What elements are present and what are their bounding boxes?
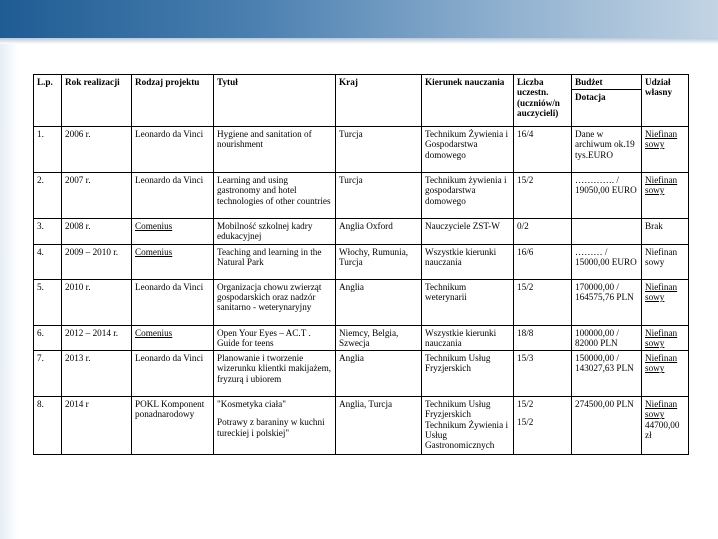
header-lp: L.p.: [34, 75, 62, 127]
header-kierunek: Kierunek nauczania: [422, 75, 514, 127]
cell-tytul-line2: Potrawy z baraniny w kuchni tureckiej i polskiej": [217, 417, 325, 438]
cell-tytul: Open Your Eyes – AC.T . Guide for teens: [214, 325, 336, 351]
cell-rodzaj: Comenius: [132, 219, 214, 245]
cell-liczba: [514, 397, 572, 455]
table-row: [34, 325, 689, 351]
table-row: [34, 127, 689, 173]
cell-udzial: Niefinan sowy: [642, 244, 689, 279]
cell-liczba: 16/4: [514, 127, 572, 173]
header-kraj: Kraj: [336, 75, 422, 127]
cell-rok: 2008 r.: [62, 219, 132, 245]
cell-lp: 7.: [34, 351, 62, 397]
cell-rodzaj: Leonardo da Vinci: [132, 279, 214, 325]
cell-kierunek: Technikum żywienia i gospodarstwa domowego: [422, 173, 514, 219]
left-gradient-stripe: [0, 44, 18, 539]
cell-tytul: Teaching and learning in the Natural Park: [214, 244, 336, 279]
cell-kierunek: Technikum Usług Fryzjerskich: [422, 351, 514, 397]
cell-rodzaj: Leonardo da Vinci: [132, 127, 214, 173]
cell-udzial-line2: 44700,00 zł: [645, 419, 680, 441]
title-band: [0, 0, 718, 38]
header-rok: Rok realizacji: [62, 75, 132, 127]
cell-lp: 5.: [34, 279, 62, 325]
header-dotacja-label: Dotacja: [572, 89, 641, 102]
cell-kraj: Turcja: [336, 173, 422, 219]
cell-budzet: Dane w archiwum ok.19 tys.EURO: [572, 127, 642, 173]
cell-lp: 1.: [34, 127, 62, 173]
table-row: [34, 279, 689, 325]
cell-kraj: Turcja: [336, 127, 422, 173]
cell-rodzaj: Comenius: [132, 244, 214, 279]
cell-udzial: [642, 397, 689, 455]
header-udzial: Udział własny: [642, 75, 689, 127]
header-rodzaj: Rodzaj projektu: [132, 75, 214, 127]
cell-udzial: Niefinan sowy: [642, 173, 689, 219]
table-row: [34, 351, 689, 397]
cell-tytul-line1: "Kosmetyka ciała": [217, 399, 286, 410]
cell-lp: 2.: [34, 173, 62, 219]
cell-udzial: Niefinan sowy: [642, 279, 689, 325]
cell-tytul: [214, 397, 336, 455]
cell-liczba: 18/8: [514, 325, 572, 351]
header-liczba: Liczba uczestn. (uczniów/n auczycieli): [514, 75, 572, 127]
cell-lp: 3.: [34, 219, 62, 245]
header-tytul: Tytuł: [214, 75, 336, 127]
cell-kraj: Anglia: [336, 351, 422, 397]
cell-budzet: 150000,00 / 143027,63 PLN: [572, 351, 642, 397]
cell-rok: 2010 r.: [62, 279, 132, 325]
cell-udzial: Brak: [642, 219, 689, 245]
cell-rok: 2013 r.: [62, 351, 132, 397]
cell-liczba: 15/2: [514, 173, 572, 219]
cell-rodzaj: Leonardo da Vinci: [132, 351, 214, 397]
table-row: [34, 244, 689, 279]
cell-kierunek: Technikum weterynarii: [422, 279, 514, 325]
table-row: [34, 173, 689, 219]
cell-liczba: 15/3: [514, 351, 572, 397]
cell-rok: 2012 – 2014 r.: [62, 325, 132, 351]
cell-rodzaj: Comenius: [132, 325, 214, 351]
cell-lp: 4.: [34, 244, 62, 279]
cell-rodzaj: POKL Komponent ponadnarodowy: [132, 397, 214, 455]
cell-rok: 2009 – 2010 r.: [62, 244, 132, 279]
cell-liczba-line1: 15/2: [517, 399, 534, 410]
cell-kierunek: Technikum Usług Fryzjerskich Technikum Żywienia i Usług Gastronomicznych: [422, 397, 514, 455]
cell-rok: 2006 r.: [62, 127, 132, 173]
cell-kierunek: Nauczyciele ZST-W: [422, 219, 514, 245]
cell-kierunek: Wszystkie kierunki nauczania: [422, 244, 514, 279]
cell-budzet: [572, 219, 642, 245]
cell-rodzaj: Leonardo da Vinci: [132, 173, 214, 219]
cell-lp: 6.: [34, 325, 62, 351]
table-row: [34, 219, 689, 245]
cell-udzial: Niefinan sowy: [642, 127, 689, 173]
cell-udzial: Niefinan sowy: [642, 351, 689, 397]
cell-tytul: Organizacja chowu zwierząt gospodarskich oraz nadzór sanitarno - weterynaryjny: [214, 279, 336, 325]
cell-budzet: 170000,00 / 164575,76 PLN: [572, 279, 642, 325]
cell-kraj: Niemcy, Belgia, Szwecja: [336, 325, 422, 351]
cell-kraj: Włochy, Rumunia, Turcja: [336, 244, 422, 279]
cell-tytul: Learning and using gastronomy and hotel technologies of other countries: [214, 173, 336, 219]
cell-liczba: 16/6: [514, 244, 572, 279]
cell-budzet: ……… / 15000,00 EURO: [572, 244, 642, 279]
cell-budzet: …………. / 19050,00 EURO: [572, 173, 642, 219]
cell-rok: 2014 r: [62, 397, 132, 455]
cell-liczba: 15/2: [514, 279, 572, 325]
cell-lp: 8.: [34, 397, 62, 455]
header-budzet: [572, 75, 642, 127]
cell-tytul: Planowanie i tworzenie wizerunku klientki makijażem, fryzurą i ubiorem: [214, 351, 336, 397]
cell-budzet: 274500,00 PLN: [572, 397, 642, 455]
projects-table-container: [33, 74, 688, 455]
cell-kraj: Anglia: [336, 279, 422, 325]
cell-rok: 2007 r.: [62, 173, 132, 219]
cell-tytul: Mobilność szkolnej kadry edukacyjnej: [214, 219, 336, 245]
cell-kierunek: Wszystkie kierunki nauczania: [422, 325, 514, 351]
cell-liczba-line2: 15/2: [517, 417, 534, 428]
cell-liczba: 0/2: [514, 219, 572, 245]
cell-udzial-line1: Niefinan sowy: [645, 399, 678, 420]
cell-kierunek: Technikum Żywienia i Gospodarstwa domowego: [422, 127, 514, 173]
cell-budzet: 100000,00 / 82000 PLN: [572, 325, 642, 351]
projects-table: [33, 74, 689, 455]
cell-tytul: Hygiene and sanitation of nourishment: [214, 127, 336, 173]
cell-udzial: Niefinan sowy: [642, 325, 689, 351]
cell-kraj: Anglia Oxford: [336, 219, 422, 245]
header-budzet-label: Budżet: [575, 77, 603, 87]
header-row: [34, 75, 689, 127]
table-row: [34, 397, 689, 455]
cell-kraj: Anglia, Turcja: [336, 397, 422, 455]
title-band-edge: [0, 38, 718, 44]
